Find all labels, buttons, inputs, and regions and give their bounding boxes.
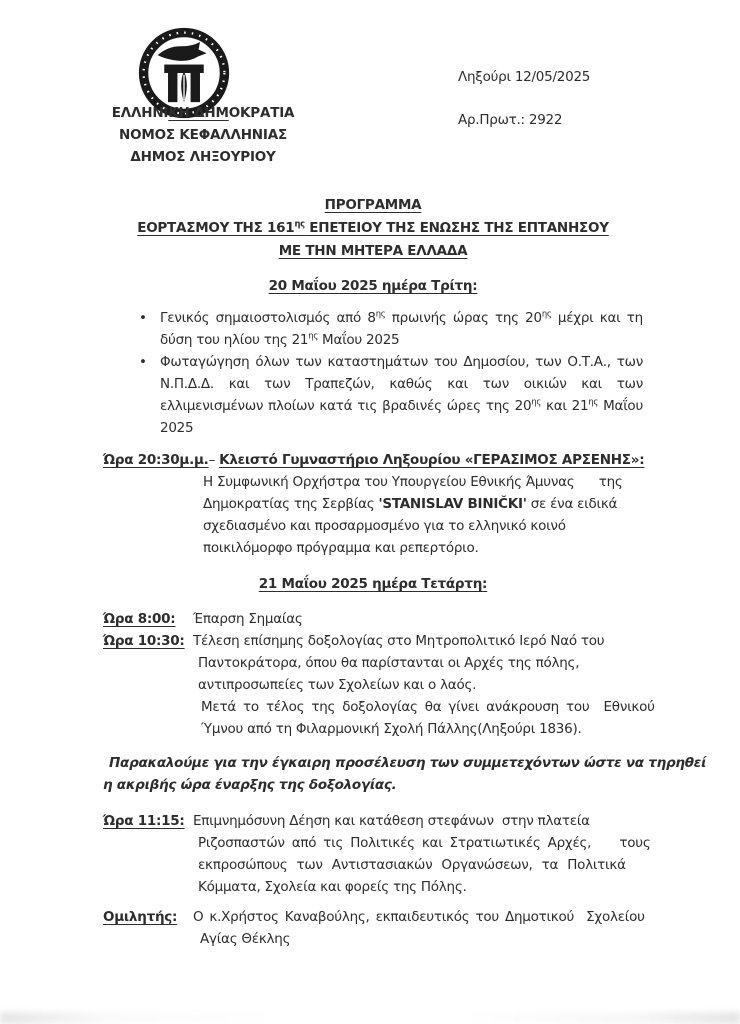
org-line1-post: ΟΚΡΑΤΙΑ	[228, 105, 295, 121]
text-line	[193, 928, 643, 950]
text-line	[193, 854, 643, 876]
day1-bullet-list	[103, 307, 643, 439]
text-segment: ΕΠΕΤΕΙΟΥ ΤΗΣ ΕΝΩΣΗΣ ΤΗΣ ΕΠΤΑΝΗΣΟΥ	[304, 220, 609, 236]
text-segment: Ο κ.Χρήστος Καναβούλης, εκπαιδευτικός του Δημοτικού Σχολείου	[193, 909, 645, 925]
text-line	[203, 537, 643, 559]
bullet-item-flags	[137, 307, 643, 351]
text-line	[203, 493, 643, 515]
org-line-prefecture: ΝΟΜΟΣ ΚΕΦΑΛΛΗΝΙΑΣ	[119, 127, 287, 143]
text-segment: Ύμνου από τη Φιλαρμονική Σχολή Πάλλης(Ληξούρι 1836).	[201, 721, 582, 737]
org-line1-pre: ΕΛΛΗΝΙ	[111, 105, 169, 121]
text-segment: Δημοκρατίας της Σερβίας	[203, 496, 379, 512]
text-segment: αντιπροσωπείες των Σχολείων και ο λαός.	[198, 677, 477, 693]
superscript-text: ης	[541, 308, 552, 319]
text-segment: πρωινής ώρας της 20	[385, 310, 542, 326]
text-segment: Έπαρση Σημαίας	[193, 611, 303, 627]
fish-icon	[158, 42, 207, 61]
text-line	[193, 674, 643, 696]
speaker-text	[193, 906, 643, 950]
text-segment: Παρακαλούμε για την έγκαιρη προσέλευση των συμμετεχόντων ώστε να τηρηθεί	[109, 755, 707, 771]
item-1115-text	[193, 810, 651, 898]
org-line1-underlined: ΚΗ ΔΗΜ	[168, 105, 229, 121]
text-segment: εκπροσώπους των Αντιστασιακών Οργανώσεων, τα Πολιτικά	[198, 857, 626, 873]
schedule-item-1115	[103, 810, 651, 898]
time-label-1030: Ώρα 10:30:	[103, 633, 185, 649]
text-line	[193, 696, 655, 718]
evening-time-label: Ώρα 20:30μ.μ.	[103, 452, 209, 468]
document-meta	[458, 66, 590, 131]
item-0800-text	[193, 608, 643, 630]
title-line-2	[137, 220, 609, 236]
text-line	[193, 906, 643, 928]
punctuality-notice	[103, 752, 707, 796]
text-line	[103, 752, 707, 774]
speaker-label: Ομιλητής:	[103, 909, 178, 925]
text-segment: σε ένα ειδικά	[526, 496, 618, 512]
text-line	[193, 652, 643, 674]
text-segment: και 21	[541, 398, 589, 414]
scan-shadow-artifact	[0, 1012, 740, 1024]
org-line-republic	[105, 102, 301, 124]
text-segment: σχεδιασμένο και προσαρμοσμένο για το ελληνικό κοινό	[203, 518, 566, 534]
time-label-1115: Ώρα 11:15:	[103, 813, 185, 829]
text-segment: Κόμματα, Σχολεία και φορείς της Πόλης.	[198, 879, 467, 895]
day2-heading: 21 Μαΐου 2025 ημέρα Τετάρτη:	[258, 576, 488, 592]
superscript-text: ης	[588, 396, 599, 407]
text-segment: Μαΐου 2025	[160, 398, 644, 436]
text-segment: Ριζοσπαστών από τις Πολιτικές και Στρατιωτικές Αρχές, τους	[198, 835, 651, 851]
org-line-municipality: ΔΗΜΟΣ ΛΗΞΟΥΡΙΟΥ	[130, 149, 276, 165]
text-line	[103, 774, 643, 796]
text-segment: 'STANISLAV BINIČKI'	[378, 496, 527, 512]
text-segment: ΕΟΡΤΑΣΜΟΥ ΤΗΣ 161	[137, 220, 295, 236]
text-segment: Τέλεση επίσημης δοξολογίας στο Μητροπολιτικό Ιερό Ναό του	[193, 633, 605, 649]
organization-block	[105, 102, 301, 168]
speaker-item	[103, 906, 643, 950]
text-segment: μέχρι και τη δύση του ηλίου της 21	[160, 310, 643, 348]
superscript-text: ης	[308, 330, 318, 341]
text-segment: Αγίας Θέκλης	[200, 931, 291, 947]
dash-separator: –	[208, 452, 220, 468]
text-segment: Γενικός σημαιοστολισμός από 8	[160, 310, 376, 326]
text-segment: ποικιλόμορφο πρόγραμμα και ρεπερτόριο.	[203, 540, 479, 556]
text-line	[193, 810, 643, 832]
title-line-1: ΠΡΟΓΡΑΜΜΑ	[324, 197, 422, 213]
text-segment: Φωταγώγηση όλων των καταστημάτων του Δημοσίου, των Ο.Τ.Α., των Ν.Π.Δ.Δ. και των Τραπεζών, καθώς και των οικιών και των ελλιμενισμένων πλοίων κατά τις βραδινές ώρες της 20	[160, 354, 643, 414]
item-1030-text	[193, 630, 655, 740]
text-line	[193, 718, 643, 740]
superscript-text: ης	[294, 218, 305, 229]
document-title	[103, 194, 643, 263]
text-segment: Η Συμφωνική Ορχήστρα του Υπουργείου Εθνικής Άμυνας της	[203, 474, 623, 490]
text-segment: Μετά το τέλος της δοξολογίας θα γίνει ανάκρουση του Εθνικού	[201, 699, 655, 715]
bullet-item-illumination	[137, 351, 643, 439]
text-line	[193, 630, 643, 652]
text-line	[193, 832, 651, 854]
text-line	[193, 876, 643, 898]
place-date: Ληξούρι 12/05/2025	[458, 69, 591, 85]
evening-event	[103, 449, 643, 559]
evening-description	[203, 471, 643, 559]
document-header	[103, 26, 643, 172]
day1-heading: 20 Μαΐου 2025 ημέρα Τρίτη:	[268, 278, 478, 294]
superscript-text: ης	[531, 396, 542, 407]
text-segment: Μαΐου 2025	[318, 332, 400, 348]
leaf-icon	[181, 71, 187, 102]
evening-event-headline	[103, 449, 643, 471]
title-line-3: ΜΕ ΤΗΝ ΜΗΤΕΡΑ ΕΛΛΑΔΑ	[278, 243, 468, 259]
protocol-number: Αρ.Πρωτ.: 2922	[458, 112, 563, 128]
schedule-item-1030	[103, 630, 655, 740]
text-line	[203, 471, 643, 493]
text-line	[203, 515, 643, 537]
text-line	[193, 608, 643, 630]
evening-venue: Κλειστό Γυμναστήριο Ληξουρίου «ΓΕΡΑΣΙΜΟΣ ΑΡΣΕΝΗΣ»:	[219, 452, 645, 468]
text-segment: η ακριβής ώρα έναρξης της δοξολογίας.	[103, 777, 397, 793]
text-segment: Επιμνημόσυνη Δέηση και κατάθεση στεφάνων στην πλατεία	[193, 813, 590, 829]
superscript-text: ης	[375, 308, 386, 319]
text-segment: Παντοκράτορα, όπου θα παρίστανται οι Αρχές της πόλης,	[198, 655, 580, 671]
time-label-0800: Ώρα 8:00:	[103, 611, 176, 627]
schedule-item-0800	[103, 608, 643, 630]
